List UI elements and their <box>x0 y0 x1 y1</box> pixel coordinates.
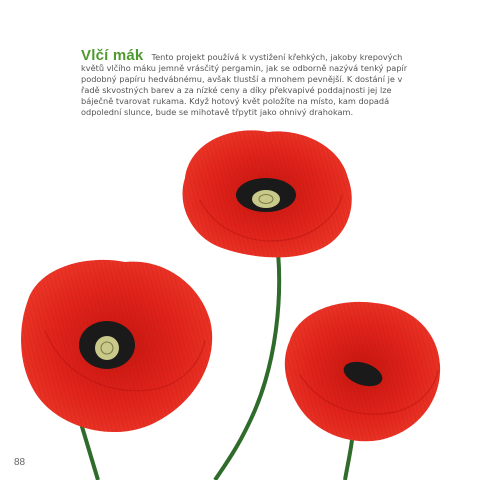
stem-right-flower <box>345 440 352 480</box>
page-number: 88 <box>14 457 26 468</box>
article-body: Tento projekt používá k vystižení křehkých, jakoby krepových květů vlčího máku jemně vrásčitý pergamin, jak se odborně nazývá tenký papír podobný papíru hedvábnému, avšak tlustší a mnohem pevnější. K dostání je v řadě skvostných barev a za nízké ceny a díky překvapivé poddajnosti jej lze báječně tvarovat rukama. Když hotový květ položíte na místo, kam dopadá odpolední slunce, bude se mihotavě třpytit jako ohnivý drahokam. <box>81 52 408 117</box>
article-title: Vlčí mák <box>81 47 144 64</box>
poppy-left <box>21 260 212 432</box>
article-text <box>81 47 421 118</box>
poppy-top <box>183 130 352 257</box>
stem-top-flower <box>215 252 279 480</box>
poppy-right <box>285 302 440 441</box>
